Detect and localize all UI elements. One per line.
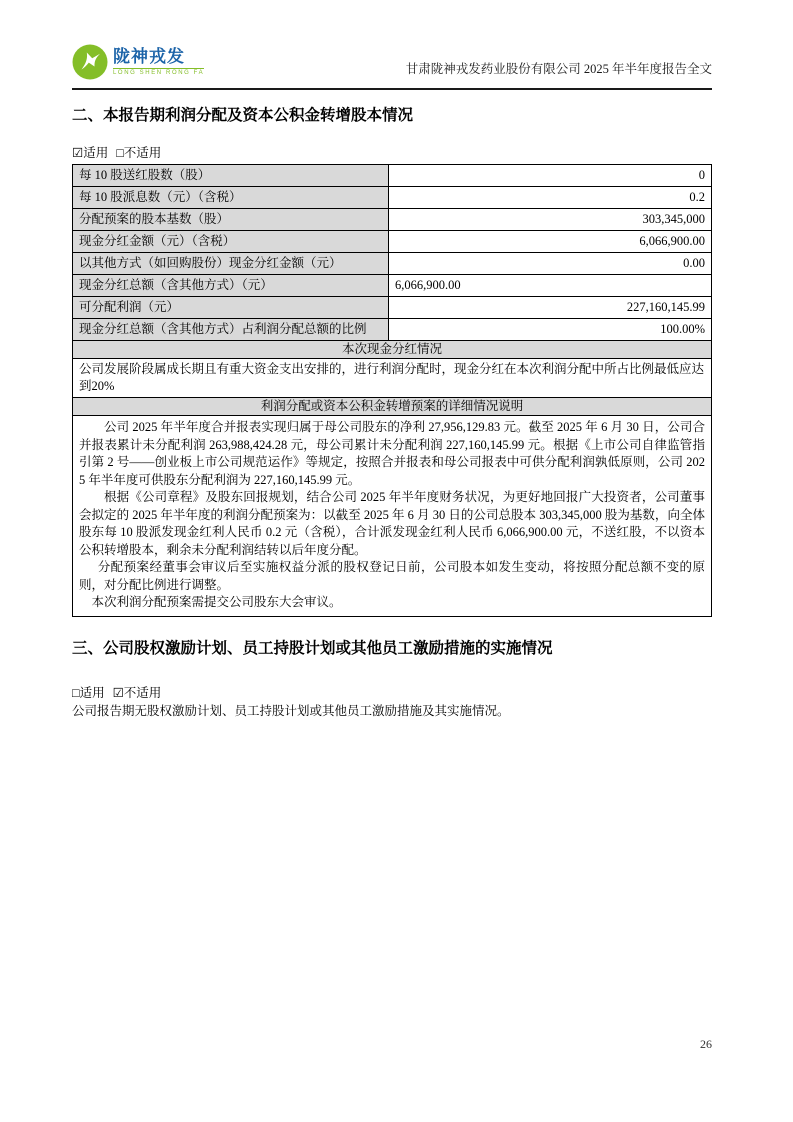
row-value: 6,066,900.00 bbox=[389, 275, 712, 297]
table-row bbox=[73, 275, 712, 297]
row-value: 6,066,900.00 bbox=[389, 231, 712, 253]
row-value: 303,345,000 bbox=[389, 209, 712, 231]
table-row bbox=[73, 253, 712, 275]
logo-bird-icon bbox=[72, 44, 108, 80]
applicable-label: 适用 bbox=[83, 146, 109, 160]
detail-section-title: 利润分配或资本公积金转增预案的详细情况说明 bbox=[73, 398, 712, 416]
detail-paragraph: 公司 2025 年半年度合并报表实现归属于母公司股东的净利 27,956,129.83 元。截至 2025 年 6 月 30 日，公司合并报表累计未分配利润 263,988,424.28 元，母公司累计未分配利润 227,160,145.99 元。根据《上市公司自律监管指引第 2 号——创业板上市公司规范运作》等规定，按照合并报表和母公司报表中可供分配利润孰低原则，公司 2025 年半年度可供股东分配利润为 227,160,145.99 元。 bbox=[79, 420, 705, 487]
row-value: 227,160,145.99 bbox=[389, 297, 712, 319]
page-number: 26 bbox=[700, 1037, 712, 1051]
not-applicable-label: 不适用 bbox=[123, 146, 162, 160]
table-row bbox=[73, 165, 712, 187]
row-label: 可分配利润（元） bbox=[73, 297, 389, 319]
table-row bbox=[73, 319, 712, 341]
row-label: 每 10 股送红股数（股） bbox=[73, 165, 389, 187]
row-label: 每 10 股派息数（元）（含税） bbox=[73, 187, 389, 209]
table-row bbox=[73, 187, 712, 209]
logo-text bbox=[113, 48, 204, 76]
checkbox-unchecked-icon: □ bbox=[72, 685, 80, 700]
detail-paragraph: 分配预案经董事会审议后至实施权益分派的股权登记日前，公司股本如发生变动，将按照分配总额不变的原则，对分配比例进行调整。 bbox=[79, 560, 705, 592]
page-header bbox=[72, 0, 712, 90]
logo-text-en: LONG SHEN RONG FA bbox=[113, 70, 205, 76]
not-applicable-label: 不适用 bbox=[123, 685, 162, 700]
page-content bbox=[72, 0, 712, 720]
table-row-section-header bbox=[73, 341, 712, 359]
table-row-section-header bbox=[73, 398, 712, 416]
detail-paragraph: 本次利润分配预案需提交公司股东大会审议。 bbox=[91, 595, 342, 609]
document-title: 甘肃陇神戎发药业股份有限公司 2025 年半年度报告全文 bbox=[405, 62, 712, 76]
applicability-line-profit bbox=[72, 145, 712, 161]
section-heading-profit-distribution: 二、本报告期利润分配及资本公积金转增股本情况 bbox=[72, 107, 414, 124]
incentive-note: 公司报告期无股权激励计划、员工持股计划或其他员工激励措施及其实施情况。 bbox=[72, 703, 510, 718]
cash-dividend-note: 公司发展阶段属成长期且有重大资金支出安排的，进行利润分配时，现金分红在本次利润分配中所占比例最低应达到20% bbox=[73, 359, 712, 398]
row-value: 0.2 bbox=[389, 187, 712, 209]
applicability-line-incentive bbox=[72, 685, 712, 701]
detail-paragraph: 根据《公司章程》及股东回报规划，结合公司 2025 年半年度财务状况，为更好地回报广大投资者，公司董事会拟定的 2025 年半年度的利润分配预案为：以截至 2025 年 6 月 30 日的公司总股本 303,345,000 股为基数，向全体股东每 10 股派发现金红利人民币 0.2 元（含税），合计派发现金红利人民币 6,066,900.00 元，不送红股，不以资本公积转增股本，剩余未分配利润结转以后年度分配。 bbox=[79, 490, 705, 557]
table-row-detail bbox=[73, 416, 712, 617]
table-row bbox=[73, 209, 712, 231]
checkbox-checked-icon: ☑ bbox=[112, 685, 124, 700]
logo-text-zh: 陇神戎发 bbox=[113, 47, 185, 66]
row-label: 现金分红金额（元）（含税） bbox=[73, 231, 389, 253]
checkbox-checked-icon: ☑ bbox=[72, 146, 84, 160]
applicable-label: 适用 bbox=[79, 685, 105, 700]
checkbox-unchecked-icon: □ bbox=[116, 146, 124, 160]
row-label: 分配预案的股本基数（股） bbox=[73, 209, 389, 231]
row-value: 0.00 bbox=[389, 253, 712, 275]
table-row-note bbox=[73, 359, 712, 398]
table-row bbox=[73, 297, 712, 319]
company-logo bbox=[72, 44, 204, 80]
row-label: 现金分红总额（含其他方式）（元） bbox=[73, 275, 389, 297]
detail-paragraphs-cell bbox=[73, 416, 712, 617]
section-heading-equity-incentive: 三、公司股权激励计划、员工持股计划或其他员工激励措施的实施情况 bbox=[72, 639, 553, 657]
table-row bbox=[73, 231, 712, 253]
row-value: 0 bbox=[389, 165, 712, 187]
profit-distribution-table bbox=[72, 164, 712, 617]
row-label: 现金分红总额（含其他方式）占利润分配总额的比例 bbox=[73, 319, 389, 341]
cash-dividend-section-title: 本次现金分红情况 bbox=[73, 341, 712, 359]
row-value: 100.00% bbox=[389, 319, 712, 341]
row-label: 以其他方式（如回购股份）现金分红金额（元） bbox=[73, 253, 389, 275]
